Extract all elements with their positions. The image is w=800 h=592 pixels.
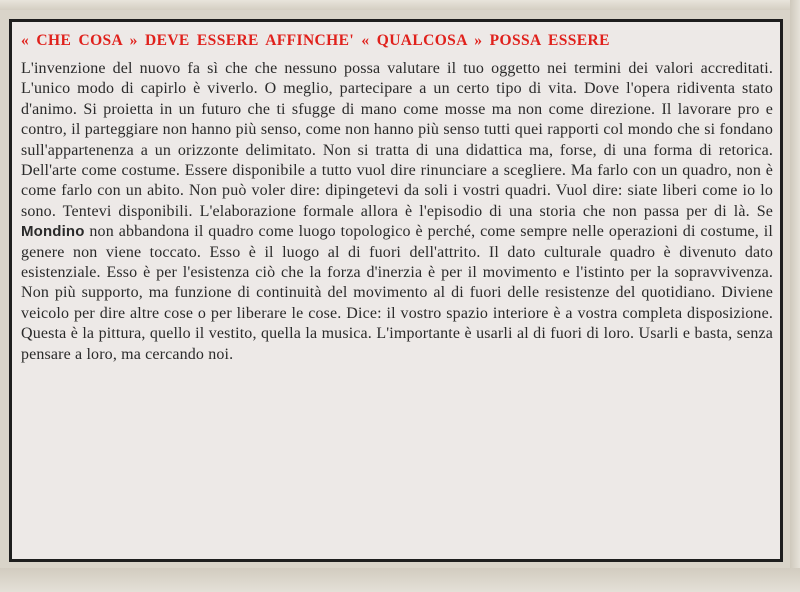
page-edge-top [0,0,800,10]
highlighted-name: Mondino [21,223,85,241]
page-edge-bottom [0,568,800,592]
paragraph-part-before: L'invenzione del nuovo fa sì che che nessuno possa valutare il tuo oggetto nei termini dei valori accreditati. L'unico modo di capirlo è viverlo. O meglio, partecipare a un certo tipo di vita. Dove l'opera ridiventa stato d'animo. Si proietta in un futuro che ti sfugge di mano come mosse ma non come direzione. Il lavorare pro e contro, il parteggiare non hanno più senso, come non hanno più senso tutti quei rapporti col mondo che si fondano sull'appartenenza a un orizzonte delimitato. Non si tratta di una didattica ma, forse, di una forma di retorica. Dell'arte come costume. Essere disponibile a tutto vuol dire rinunciare a scegliere. Ma farlo con un quadro, non è come farlo con un abito. Non può voler dire: dipingetevi da soli i vostri quadri. Vuol dire: siate liberi come io lo sono. Tentevi disponibili. L'elaborazione formale allora è l'episodio di una storia che non passa per di là. Se [21,60,773,220]
document-heading: « CHE COSA » DEVE ESSERE AFFINCHE' « QUALCOSA » POSSA ESSERE [21,32,610,49]
document-paragraph [21,59,773,365]
page-edge-right [790,0,800,592]
text-frame [9,19,783,562]
paragraph-part-after: non abbandona il quadro come luogo topologico è perché, come sempre nelle operazioni di costume, il genere non viene toccato. Esso è il luogo al di fuori dell'attrito. Il dato culturale quadro è divenuto dato esistenziale. Esso è per l'esistenza ciò che la forza d'inerzia è per il movimento e l'istinto per la sopravvivenza. Non più supporto, ma funzione di continuità del movimento al di fuori delle resistenze del quotidiano. Diviene veicolo per dire altre cose o per liberare le cose. Dice: il vostro spazio interiore è a vostra completa disposizione. Questa è la pittura, quello il vestito, quella la musica. L'importante è usarli al di fuori di loro. Usarli e basta, senza pensare a loro, ma cercando noi. [21,223,773,363]
document-content [21,32,773,365]
